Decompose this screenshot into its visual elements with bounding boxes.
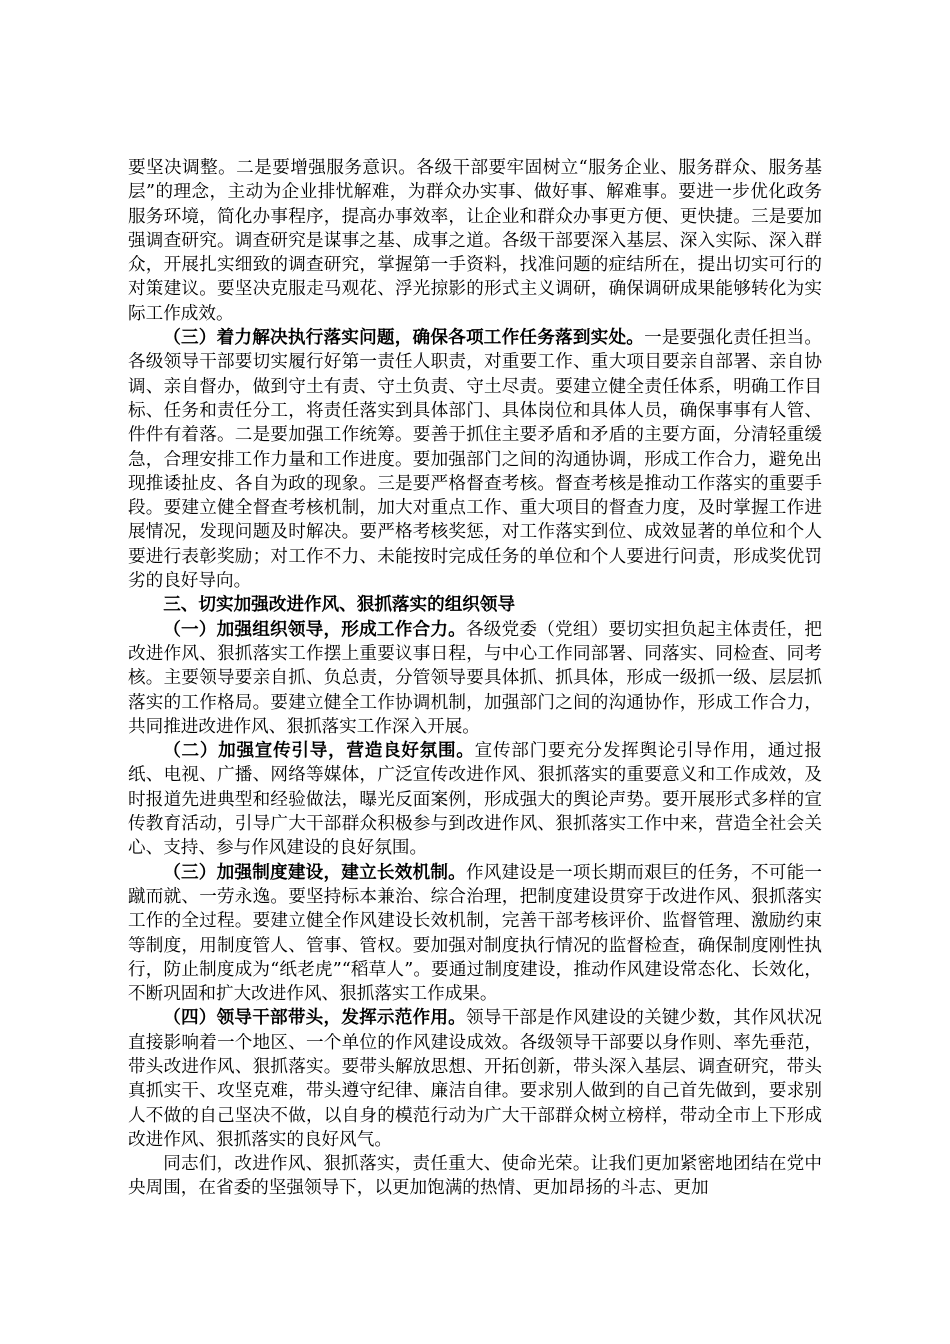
paragraph-lead: （四）领导干部带头，发挥示范作用。 xyxy=(163,1007,466,1029)
paragraph-section-3-3 xyxy=(128,861,822,1007)
paragraph-text: 各级党委（党组）要切实担负起主体责任，把改进作风、狠抓落实工作摆上重要议事日程，与中心工作同部署、同落实、同检查、同考核。主要领导要亲自抓、负总责，分管领导要具体抓、抓具体，形成一级抓一级、层层抓落实的工作格局。要建立健全工作协调机制，加强部门之间的沟通协作，形成工作合力，共同推进改进作风、狠抓落实工作深入开展。 xyxy=(128,619,822,737)
paragraph-section-2-3 xyxy=(128,326,822,593)
paragraph-closing xyxy=(128,1152,822,1201)
paragraph-section-3-4 xyxy=(128,1006,822,1152)
paragraph-text: 一是要强化责任担当。各级领导干部要切实履行好第一责任人职责，对重要工作、重大项目要亲自部署、亲自协调、亲自督办，做到守土有责、守土负责、守土尽责。要建立健全责任体系，明确工作目标、任务和责任分工，将责任落实到具体部门、具体岗位和具体人员，确保事事有人管、件件有着落。二是要加强工作统筹。要善于抓住主要矛盾和矛盾的主要方面，分清轻重缓急，合理安排工作力量和工作进度。要加强部门之间的沟通协调，形成工作合力，避免出现推诿扯皮、各自为政的现象。三是要严格督查考核。督查考核是推动工作落实的重要手段。要建立健全督查考核机制，加大对重点工作、重大项目的督查力度，及时掌握工作进展情况，发现问题及时解决。要严格考核奖惩，对工作落实到位、成效显著的单位和个人要进行表彰奖励；对工作不力、未能按时完成任务的单位和个人要进行问责，形成奖优罚劣的良好导向。 xyxy=(128,328,822,592)
section-heading-3: 三、切实加强改进作风、狠抓落实的组织领导 xyxy=(163,594,516,616)
document-page xyxy=(128,156,822,1201)
paragraph-text: 作风建设是一项长期而艰巨的任务，不可能一蹴而就、一劳永逸。要坚持标本兼治、综合治理，把制度建设贯穿于改进作风、狠抓落实工作的全过程。要建立健全作风建设长效机制，完善干部考核评价、监督管理、激励约束等制度，用制度管人、管事、管权。要加强对制度执行情况的监督检查，确保制度刚性执行，防止制度成为“纸老虎”“稻草人”。要通过制度建设，推动作风建设常态化、长效化，不断巩固和扩大改进作风、狠抓落实工作成果。 xyxy=(128,862,822,1005)
paragraph-section-3-2 xyxy=(128,739,822,860)
paragraph-lead: （三）加强制度建设，建立长效机制。 xyxy=(163,861,466,883)
paragraph-lead: （二）加强宣传引导，营造良好氛围。 xyxy=(163,740,475,762)
paragraph-text: 要坚决调整。二是要增强服务意识。各级干部要牢固树立“服务企业、服务群众、服务基层”的理念，主动为企业排忧解难，为群众办实事、做好事、解难事。要进一步优化政务服务环境，简化办事程序，提高办事效率，让企业和群众办事更方便、更快捷。三是要加强调查研究。调查研究是谋事之基、成事之道。各级干部要深入基层、深入实际、深入群众，开展扎实细致的调查研究，掌握第一手资料，找准问题的症结所在，提出切实可行的对策建议。要坚决克服走马观花、浮光掠影的形式主义调研，确保调研成果能够转化为实际工作成效。 xyxy=(128,158,822,324)
paragraph-text: 宣传部门要充分发挥舆论引导作用，通过报纸、电视、广播、网络等媒体，广泛宣传改进作风、狠抓落实的重要意义和工作成效，及时报道先进典型和经验做法，曝光反面案例，形成强大的舆论声势。要开展形式多样的宣传教育活动，引导广大干部群众积极参与到改进作风、狠抓落实工作中来，营造全社会关心、支持、参与作风建设的良好氛围。 xyxy=(128,741,822,859)
paragraph-lead: （三）着力解决执行落实问题，确保各项工作任务落到实处。 xyxy=(163,327,645,349)
paragraph-continuation xyxy=(128,156,822,326)
paragraph-text: 领导干部是作风建设的关键少数，其作风状况直接影响着一个地区、一个单位的作风建设成效。各级领导干部要以身作则、率先垂范，带头改进作风、狠抓落实。要带头解放思想、开拓创新，带头深入基层、调查研究，带头真抓实干、攻坚克难，带头遵守纪律、廉洁自律。要求别人做到的自己首先做到，要求别人不做的自己坚决不做，以自身的模范行动为广大干部群众树立榜样，带动全市上下形成改进作风、狠抓落实的良好风气。 xyxy=(128,1008,822,1150)
paragraph-lead: （一）加强组织领导，形成工作合力。 xyxy=(163,618,466,640)
paragraph-section-3-1 xyxy=(128,618,822,739)
paragraph-text: 同志们，改进作风、狠抓落实，责任重大、使命光荣。让我们更加紧密地团结在党中央周围，在省委的坚强领导下，以更加饱满的热情、更加昂扬的斗志、更加 xyxy=(128,1154,822,1199)
